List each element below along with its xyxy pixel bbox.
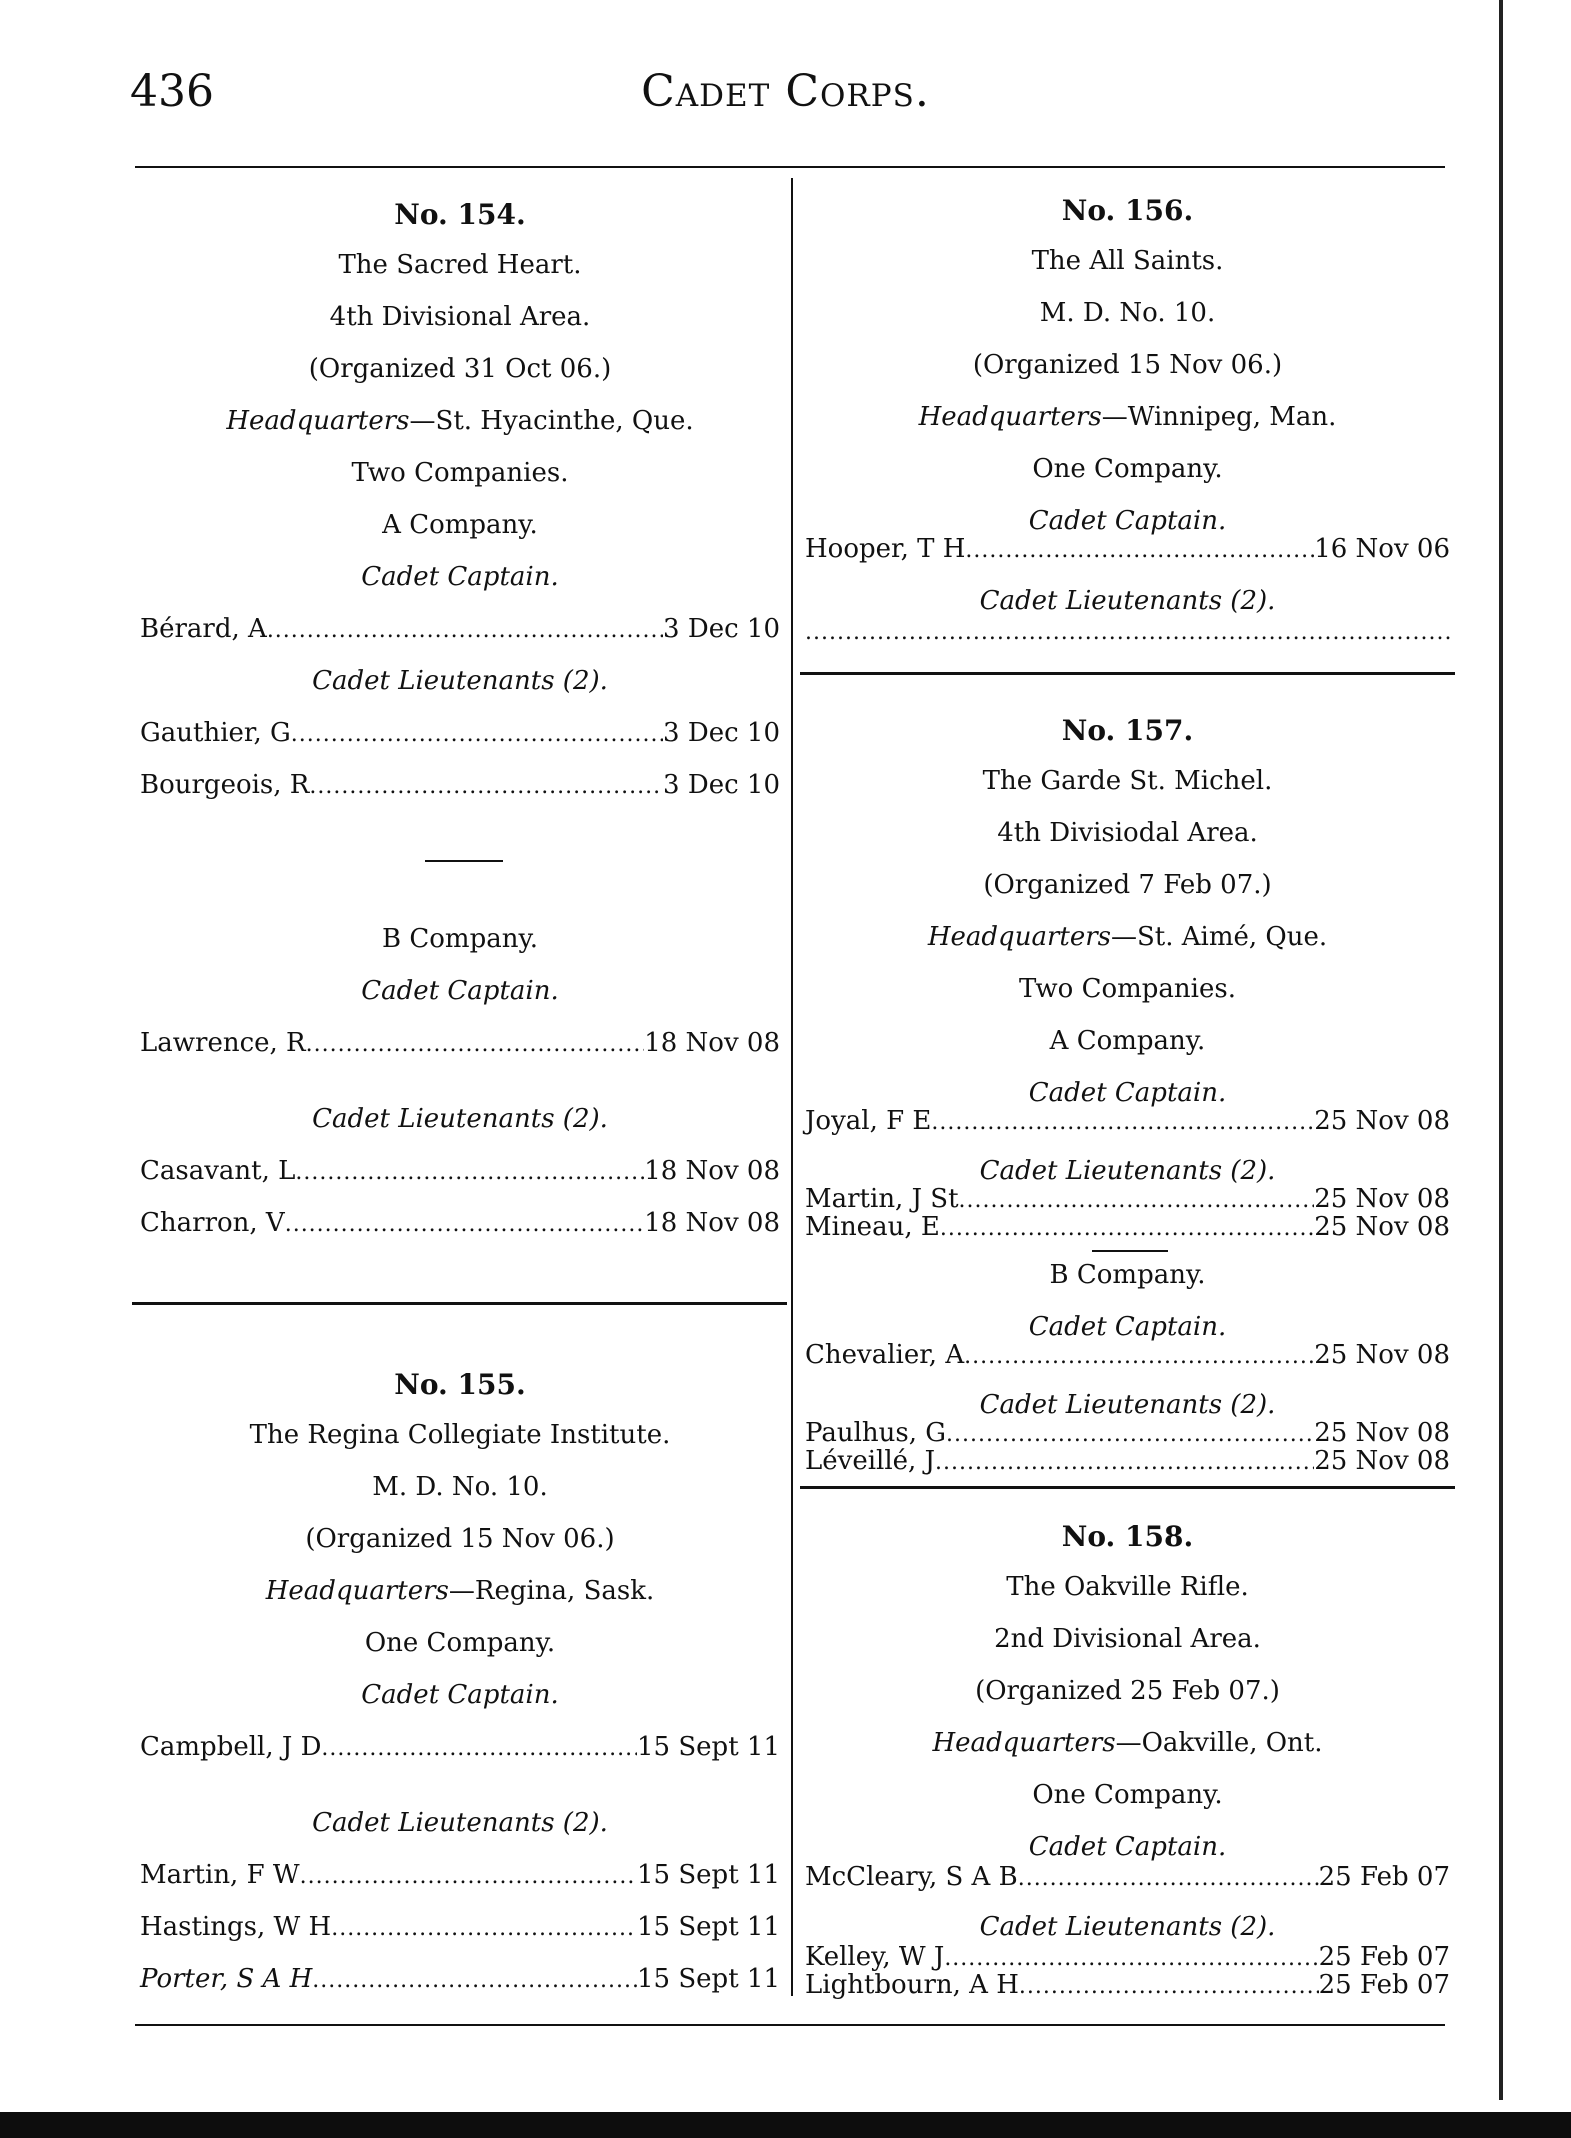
corps-number: No. 158. [1061,1520,1194,1553]
entry-date: 25 Feb 07 [1318,1942,1450,1972]
corps-companies: Two Companies. [1019,974,1236,1004]
cadet-lieutenants-label: Cadet Lieutenants (2). [312,666,608,696]
cadet-captain-label: Cadet Captain. [1028,1832,1227,1862]
entry-name: Gauthier, G [140,718,291,748]
entry-name: Casavant, L [140,1156,296,1186]
entry-name: Paulhus, G [805,1418,947,1448]
leader-dots [935,1450,1314,1475]
entry-date: 3 Dec 10 [663,770,780,800]
entry-name: Hooper, T H [805,534,966,564]
entry-date: 25 Nov 08 [1314,1184,1450,1214]
leader-dots [946,1422,1314,1447]
column-divider [791,178,793,1996]
page-number: 436 [130,66,214,117]
roster-entry [140,1912,780,1942]
entry-name: Bérard, A [140,614,267,644]
leader-dots [964,1344,1314,1369]
entry-name: Porter, S A H [140,1964,313,1994]
headquarters-value: —St. Aimé, Que. [1110,922,1328,952]
headquarters-label: Headquarters [265,1576,449,1606]
entry-date: 18 Nov 08 [644,1156,780,1186]
roster-entry [140,614,780,644]
entry-name: Léveillé, J [805,1446,936,1476]
corps-headquarters [140,1576,780,1606]
corps-headquarters [140,406,780,436]
leader-dots [300,1864,637,1889]
corps-organized: (Organized 15 Nov 06.) [972,350,1283,380]
leader-dots [321,1736,637,1761]
corps-organized: (Organized 15 Nov 06.) [305,1524,615,1554]
scan-border [0,2112,1571,2138]
entry-name: Hastings, W H [140,1912,332,1942]
entry-date: 15 Sept 11 [637,1860,780,1890]
roster-entry [140,1156,780,1186]
entry-date: 15 Sept 11 [637,1912,780,1942]
company-label: B Company. [1049,1260,1206,1290]
corps-number: No. 155. [394,1368,526,1401]
headquarters-value: —Oakville, Ont. [1115,1728,1323,1758]
section-rule [800,1486,1455,1489]
entry-name: Kelley, W J [805,1942,945,1972]
corps-headquarters [805,922,1450,952]
leader-dots [312,1968,637,1993]
cadet-captain-label: Cadet Captain. [361,562,559,592]
entry-date: 3 Dec 10 [663,614,780,644]
roster-entry [140,1964,780,1994]
section-rule [800,672,1455,675]
headquarters-label: Headquarters [927,922,1111,952]
cadet-lieutenants-label: Cadet Lieutenants (2). [979,1912,1276,1942]
corps-organized: (Organized 25 Feb 07.) [975,1676,1280,1706]
corps-number: No. 154. [394,198,526,231]
roster-entry [805,1862,1450,1892]
corps-headquarters [805,1728,1450,1758]
section-rule [132,1302,787,1305]
corps-organized: (Organized 31 Oct 06.) [308,354,612,384]
roster-entry [140,1732,780,1762]
corps-organized: (Organized 7 Feb 07.) [983,870,1272,900]
cadet-captain-label: Cadet Captain. [1028,1078,1227,1108]
roster-entry [805,1446,1450,1476]
corps-name: The All Saints. [1031,246,1224,276]
roster-entry [805,1942,1450,1972]
leader-dots [931,1110,1314,1135]
leader-dots [965,538,1314,563]
roster-entry [140,770,780,800]
company-label: A Company. [1049,1026,1206,1056]
corps-companies: One Company. [1032,454,1223,484]
vacant-entry-dots [805,620,1450,645]
cadet-captain-label: Cadet Captain. [361,1680,559,1710]
corps-name: The Sacred Heart. [338,250,582,280]
corps-number: No. 156. [1061,194,1194,227]
entry-date: 25 Nov 08 [1314,1106,1450,1136]
leader-dots [944,1946,1318,1971]
footer-rule [135,2024,1445,2026]
leader-dots [291,722,663,747]
entry-date: 25 Nov 08 [1314,1212,1450,1242]
entry-name: Chevalier, A [805,1340,965,1370]
entry-date: 15 Sept 11 [637,1964,780,1994]
corps-area: M. D. No. 10. [1039,298,1216,328]
corps-area: M. D. No. 10. [372,1472,548,1502]
entry-name: Campbell, J D [140,1732,322,1762]
entry-name: Lightbourn, A H [805,1970,1019,2000]
leader-dots [1019,1974,1319,1999]
roster-entry [140,1860,780,1890]
entry-date: 18 Nov 08 [644,1028,780,1058]
entry-name: Charron, V [140,1208,285,1238]
corps-companies: Two Companies. [351,458,569,488]
entry-date: 18 Nov 08 [644,1208,780,1238]
cadet-lieutenants-label: Cadet Lieutenants (2). [979,1390,1276,1420]
running-head-first: Cadet [641,66,771,117]
entry-date: 25 Nov 08 [1314,1418,1450,1448]
corps-area: 2nd Divisional Area. [994,1624,1261,1654]
corps-number: No. 157. [1061,714,1194,747]
entry-date: 25 Nov 08 [1314,1340,1450,1370]
leader-dots [267,618,663,643]
entry-name: Joyal, F E [805,1106,932,1136]
corps-companies: One Company. [1032,1780,1223,1810]
corps-name: The Oakville Rifle. [1006,1572,1249,1602]
roster-entry [805,1340,1450,1370]
entry-name: Martin, J St [805,1184,959,1214]
corps-companies: One Company. [364,1628,556,1658]
entry-name: McCleary, S A B [805,1862,1018,1892]
cadet-lieutenants-label: Cadet Lieutenants (2). [979,1156,1276,1186]
roster-entry [805,534,1450,564]
company-label: B Company. [382,924,538,954]
leader-dots [295,1160,644,1185]
roster-entry [805,1106,1450,1136]
roster-entry [140,1208,780,1238]
roster-entry [140,718,780,748]
leader-dots [940,1216,1314,1241]
corps-area: 4th Divisiodal Area. [997,818,1258,848]
company-separator [1092,1250,1168,1252]
entry-date: 15 Sept 11 [637,1732,780,1762]
entry-name: Mineau, E [805,1212,940,1242]
headquarters-value: —St. Hyacinthe, Que. [409,406,694,436]
corps-headquarters [805,402,1450,432]
corps-name: The Garde St. Michel. [982,766,1273,796]
headquarters-value: —Regina, Sask. [448,1576,655,1606]
roster-entry [805,1418,1450,1448]
entry-name: Martin, F W [140,1860,300,1890]
running-head-second: Corps. [785,66,930,117]
entry-name: Bourgeois, R [140,770,310,800]
company-separator [425,860,503,862]
page-binding-edge [1499,0,1503,2100]
leader-dots [331,1916,637,1941]
headquarters-label: Headquarters [918,402,1102,432]
cadet-captain-label: Cadet Captain. [361,976,559,1006]
entry-date: 25 Nov 08 [1314,1446,1450,1476]
leader-dots [959,1188,1315,1213]
company-label: A Company. [382,510,538,540]
header-rule [135,166,1445,168]
leader-dots [1018,1866,1319,1891]
cadet-lieutenants-label: Cadet Lieutenants (2). [979,586,1276,616]
leader-dots [306,1032,645,1057]
roster-entry [805,1184,1450,1214]
headquarters-value: —Winnipeg, Man. [1101,402,1337,432]
cadet-captain-label: Cadet Captain. [1028,1312,1227,1342]
cadet-lieutenants-label: Cadet Lieutenants (2). [312,1808,608,1838]
leader-dots [285,1212,645,1237]
headquarters-label: Headquarters [226,406,410,436]
running-head [0,66,1571,117]
roster-entry [805,1970,1450,2000]
corps-area: 4th Divisional Area. [329,302,591,332]
entry-date: 16 Nov 06 [1314,534,1450,564]
headquarters-label: Headquarters [932,1728,1116,1758]
corps-name: The Regina Collegiate Institute. [249,1420,671,1450]
roster-entry [140,1028,780,1058]
roster-entry [805,1212,1450,1242]
leader-dots [309,774,663,799]
entry-date: 3 Dec 10 [663,718,780,748]
entry-date: 25 Feb 07 [1318,1970,1450,2000]
entry-date: 25 Feb 07 [1318,1862,1450,1892]
entry-name: Lawrence, R [140,1028,306,1058]
cadet-captain-label: Cadet Captain. [1028,506,1227,536]
cadet-lieutenants-label: Cadet Lieutenants (2). [312,1104,608,1134]
